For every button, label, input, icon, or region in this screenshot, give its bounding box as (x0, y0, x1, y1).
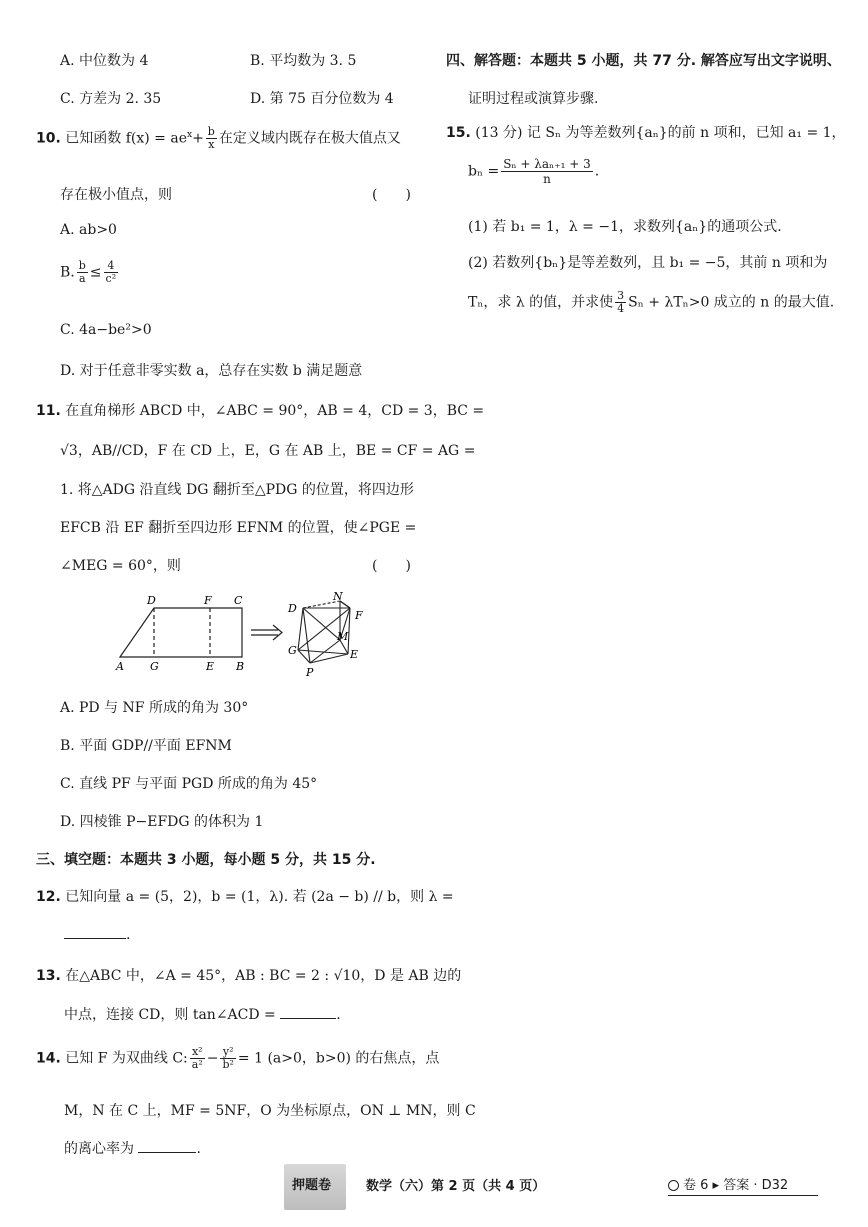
trapezoid-figure (120, 608, 242, 657)
section-4-heading-line2: 证明过程或演算步骤. (468, 91, 599, 107)
q10-paren: ( ) (372, 187, 411, 203)
q13-number: 13. (36, 968, 61, 984)
label-B-left: B (236, 660, 245, 673)
label-D-right: D (288, 602, 297, 615)
label-F-right: F (355, 609, 363, 622)
trapezoid-outline (120, 608, 242, 657)
q15-bn-frac (501, 157, 593, 186)
q14-pre: 已知 F 为双曲线 C: (65, 1050, 188, 1067)
q13-line1 (36, 965, 461, 985)
q13-text: 在△ABC 中，∠A = 45°，AB : BC = 2 : √10，D 是 AB 边的 (65, 968, 462, 984)
q10-number: 10. (36, 130, 61, 147)
q14-number: 14. (36, 1050, 61, 1067)
q14-line1 (36, 1046, 439, 1071)
label-E-right: E (350, 648, 359, 661)
q15-bn-tail: . (594, 163, 600, 180)
q10-option-d: D. 对于任意非零实数 a，总存在实数 b 满足题意 (60, 363, 363, 379)
q14-frac-x-num: x² (190, 1046, 205, 1059)
q11-line1 (36, 400, 484, 420)
q15-part1: (1) 若 b₁ = 1，λ = −1，求数列{aₙ}的通项公式. (468, 219, 782, 235)
q11-paren: ( ) (372, 558, 411, 574)
q14-line3 (64, 1138, 201, 1158)
q14-minus: − (206, 1050, 219, 1067)
q14-post: = 1 (a>0，b>0) 的右焦点，点 (237, 1050, 440, 1067)
footer-badge (284, 1164, 346, 1210)
q13-answer-blank[interactable] (280, 1004, 336, 1019)
q9-option-d: D. 第 75 百分位数为 4 (250, 91, 394, 107)
q10-option-b-label: B. (60, 264, 75, 281)
footer-page-info: 数学（六）第 2 页（共 4 页） (366, 1179, 546, 1194)
q11-option-c: C. 直线 PF 与平面 PGD 所成的角为 45° (60, 776, 318, 792)
q14-tail: . (196, 1141, 201, 1157)
q10-frac-den: x (208, 138, 215, 151)
q10-stem-a: 已知函数 f(x) = ae (65, 130, 187, 147)
q15-bn-den: n (543, 172, 551, 186)
q15-part3-frac (615, 290, 626, 315)
q11-line1-text: 在直角梯形 ABCD 中，∠ABC = 90°，AB = 4，CD = 3，BC = (65, 403, 485, 419)
q12-tail: . (126, 927, 131, 943)
q15-part3-pre: Tₙ，求 λ 的值，并求使 (468, 294, 614, 311)
q11-option-d: D. 四棱锥 P−EFDG 的体积为 1 (60, 814, 264, 830)
q12-answer-line (64, 924, 130, 943)
q14-frac-y-den: b² (222, 1058, 234, 1071)
q14-frac-y-num: y² (220, 1046, 235, 1059)
q11-line5: ∠MEG = 60°，则 (60, 558, 181, 574)
q15-text1: (13 分) 记 Sₙ 为等差数列{aₙ}的前 n 项和，已知 a₁ = 1， (475, 125, 846, 141)
q14-line2: M，N 在 C 上，MF = 5NF，O 为坐标原点，ON ⊥ MN，则 C (64, 1103, 476, 1119)
q13-text2: 中点，连接 CD，则 tan∠ACD = (64, 1007, 276, 1023)
footer-code (668, 1174, 818, 1196)
q11-figure (110, 592, 380, 684)
label-N-right: N (333, 592, 343, 603)
q10-option-b-rel: ≤ (89, 264, 102, 281)
q9-option-a: A. 中位数为 4 (60, 53, 149, 69)
q10-option-a: A. ab>0 (60, 222, 117, 238)
q10-frac-num: b (207, 125, 215, 138)
q12-answer-blank[interactable] (64, 924, 126, 939)
footer-code-underline (668, 1195, 818, 1196)
q10-plus: + (192, 130, 204, 147)
q14-text3: 的离心率为 (64, 1141, 134, 1157)
q15-number: 15. (446, 125, 471, 141)
q15-part2: (2) 若数列{bₙ}是等差数列，且 b₁ = −5，其前 n 项和为 (468, 255, 828, 271)
q9-option-c: C. 方差为 2. 35 (60, 91, 162, 107)
label-C-left: C (234, 594, 243, 607)
q14-frac-x-den: a² (191, 1058, 203, 1071)
label-F-left: F (204, 594, 212, 607)
q10-option-b (60, 260, 120, 285)
q14-frac-y (220, 1046, 235, 1071)
label-M-right: M (337, 630, 349, 643)
q10-sup: x (186, 129, 193, 140)
label-G-right: G (288, 644, 297, 657)
label-P-right: P (306, 666, 314, 679)
q11-option-b: B. 平面 GDP//平面 EFNM (60, 738, 232, 754)
q15-bn-definition (468, 157, 599, 186)
q10-stem-b: 在定义域内既存在极大值点又 (218, 130, 401, 147)
q15-line1 (446, 122, 846, 142)
q11-line4: EFCB 沿 EF 翻折至四边形 EFNM 的位置，使∠PGE = (60, 520, 417, 536)
q11-number: 11. (36, 403, 61, 419)
search-icon (668, 1180, 679, 1191)
q9-option-b: B. 平均数为 3. 5 (250, 53, 357, 69)
q10-option-b-frac1-den: a (78, 272, 86, 285)
q10-option-b-frac1 (77, 260, 88, 285)
section-4-heading-line1: 四、解答题：本题共 5 小题，共 77 分. 解答应写出文字说明、 (446, 53, 841, 69)
q15-part3-frac-num: 3 (617, 289, 625, 302)
q15-bn-pre: bₙ = (468, 163, 500, 180)
q15-bn-num: Sₙ + λaₙ₊₁ + 3 (503, 157, 591, 171)
q10-option-b-frac1-num: b (78, 259, 86, 272)
q15-part3-frac-den: 4 (617, 302, 625, 315)
q11-line2: √3，AB//CD，F 在 CD 上，E，G 在 AB 上，BE = CF = AG = (60, 443, 476, 459)
q10-stem-line1 (36, 126, 401, 151)
q10-option-b-frac2-den: c² (105, 272, 117, 285)
q11-option-a: A. PD 与 NF 所成的角为 30° (60, 700, 249, 716)
label-G-left: G (150, 660, 159, 673)
footer-badge-label: 押题卷 (292, 1178, 332, 1193)
q12-text: 已知向量 a = (5，2)，b = (1，λ). 若 (2a − b) // b，则 λ = (65, 889, 454, 905)
label-A-left: A (116, 660, 124, 673)
q13-tail: . (336, 1007, 341, 1023)
label-D-left: D (147, 594, 156, 607)
q15-part3 (468, 290, 834, 315)
q11-line3: 1. 将△ADG 沿直线 DG 翻折至△PDG 的位置，将四边形 (60, 482, 414, 498)
label-E-left: E (206, 660, 215, 673)
section-3-heading: 三、填空题：本题共 3 小题，每小题 5 分，共 15 分. (36, 852, 376, 868)
q10-stem-line2: 存在极小值点，则 (60, 187, 172, 203)
q13-line2 (64, 1004, 341, 1024)
q10-option-b-frac2-num: 4 (104, 260, 119, 273)
footer-code-text: 卷 6 ▸ 答案 · D32 (683, 1178, 789, 1193)
arrow-icon (251, 625, 282, 640)
q12-line1 (36, 886, 454, 906)
q15-part3-post: Sₙ + λTₙ>0 成立的 n 的最大值. (628, 294, 835, 311)
q14-answer-blank[interactable] (138, 1138, 196, 1153)
q10-fraction (206, 126, 217, 151)
q10-option-b-frac2 (104, 260, 119, 285)
q14-frac-x (190, 1046, 205, 1071)
q12-number: 12. (36, 889, 61, 905)
q10-option-c: C. 4a−be²>0 (60, 322, 152, 338)
